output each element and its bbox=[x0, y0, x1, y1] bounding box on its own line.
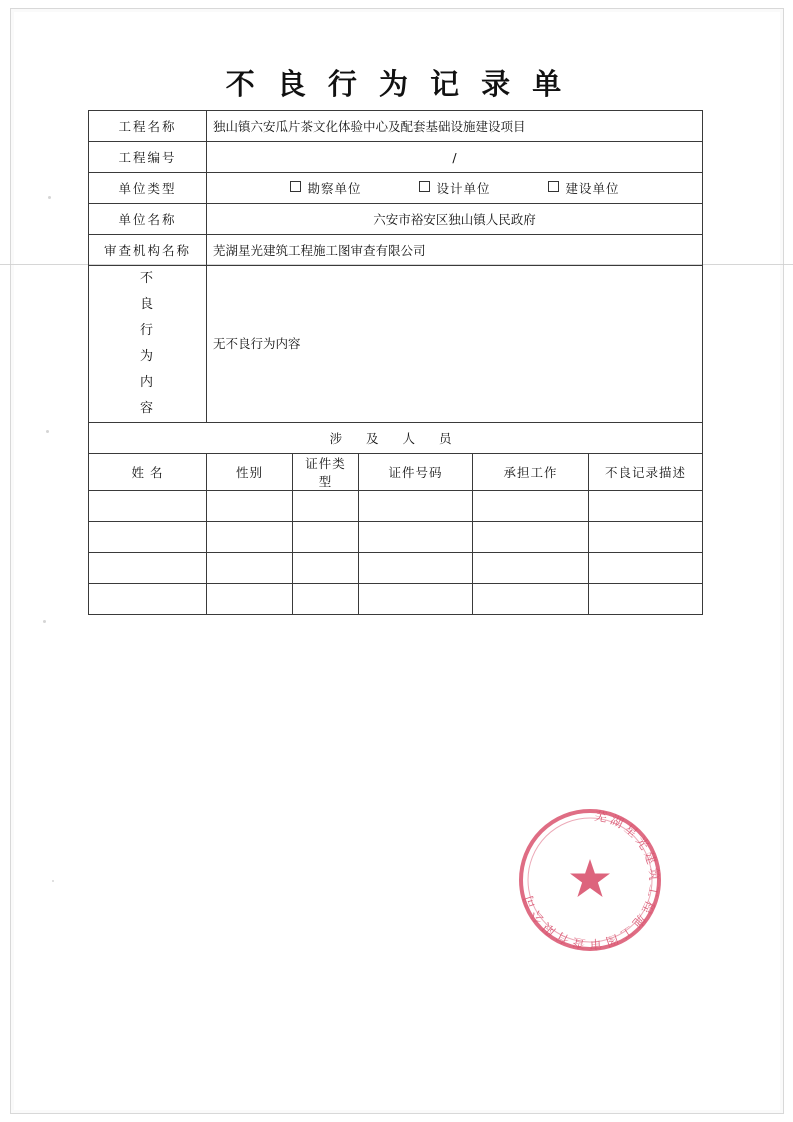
column-header-gender: 性别 bbox=[207, 454, 293, 491]
row-review-agency bbox=[89, 235, 703, 266]
cell-id-number bbox=[359, 584, 473, 615]
label-unit-type: 单位类型 bbox=[89, 173, 207, 204]
label-bad-behavior bbox=[89, 266, 207, 423]
scan-speck bbox=[52, 880, 54, 882]
label-char: 容 bbox=[139, 401, 155, 416]
unit-type-options bbox=[207, 173, 703, 204]
table-row bbox=[89, 491, 703, 522]
checkbox-option-design[interactable] bbox=[419, 179, 491, 197]
official-seal-stamp bbox=[510, 800, 670, 960]
row-bad-behavior bbox=[89, 266, 703, 423]
table-row bbox=[89, 553, 703, 584]
checkbox-icon[interactable] bbox=[290, 181, 301, 192]
cell-id-type bbox=[293, 584, 359, 615]
value-unit-name: 六安市裕安区独山镇人民政府 bbox=[207, 204, 703, 235]
cell-record-desc bbox=[589, 584, 703, 615]
checkbox-icon[interactable] bbox=[419, 181, 430, 192]
seal-text: 芜湖星光建筑工程施工图审查有限公司 bbox=[519, 807, 663, 953]
checkbox-label-construction: 建设单位 bbox=[565, 181, 620, 196]
label-project-name: 工程名称 bbox=[89, 111, 207, 142]
row-project-code bbox=[89, 142, 703, 173]
cell-gender bbox=[207, 522, 293, 553]
scan-speck bbox=[43, 620, 46, 623]
personnel-header-row bbox=[89, 454, 703, 491]
cell-gender bbox=[207, 491, 293, 522]
cell-id-type bbox=[293, 553, 359, 584]
row-unit-type bbox=[89, 173, 703, 204]
column-header-id-type: 证件类型 bbox=[293, 454, 359, 491]
label-char: 良 bbox=[139, 297, 155, 312]
checkbox-icon[interactable] bbox=[548, 181, 559, 192]
page-title: 不 良 行 为 记 录 单 bbox=[225, 67, 568, 101]
row-personnel-heading bbox=[89, 423, 703, 454]
cell-id-type bbox=[293, 491, 359, 522]
cell-record-desc bbox=[589, 491, 703, 522]
cell-id-number bbox=[359, 553, 473, 584]
cell-duty bbox=[473, 553, 589, 584]
column-header-name: 姓 名 bbox=[89, 454, 207, 491]
checkbox-option-construction[interactable] bbox=[548, 179, 620, 197]
scan-speck bbox=[48, 196, 51, 199]
column-header-duty: 承担工作 bbox=[473, 454, 589, 491]
label-bad-behavior-vertical bbox=[140, 266, 155, 422]
row-project-name bbox=[89, 111, 703, 142]
cell-record-desc bbox=[589, 553, 703, 584]
label-char: 不 bbox=[139, 271, 155, 286]
cell-duty bbox=[473, 522, 589, 553]
table-row bbox=[89, 584, 703, 615]
cell-id-type bbox=[293, 522, 359, 553]
row-unit-name bbox=[89, 204, 703, 235]
value-project-name: 独山镇六安瓜片茶文化体验中心及配套基础设施建设项目 bbox=[207, 111, 703, 142]
label-char: 为 bbox=[139, 349, 155, 364]
cell-name bbox=[89, 491, 207, 522]
svg-text:芜湖星光建筑工程施工图审查有限公司 bbox=[519, 808, 662, 953]
cell-id-number bbox=[359, 522, 473, 553]
column-header-record-desc: 不良记录描述 bbox=[589, 454, 703, 491]
label-review-agency: 审查机构名称 bbox=[89, 235, 207, 266]
value-review-agency: 芜湖星光建筑工程施工图审查有限公司 bbox=[207, 235, 703, 266]
checkbox-option-survey[interactable] bbox=[290, 179, 362, 197]
checkbox-label-survey: 勘察单位 bbox=[307, 181, 362, 196]
label-project-code: 工程编号 bbox=[89, 142, 207, 173]
cell-gender bbox=[207, 584, 293, 615]
cell-duty bbox=[473, 491, 589, 522]
cell-name bbox=[89, 553, 207, 584]
label-unit-name: 单位名称 bbox=[89, 204, 207, 235]
value-bad-behavior-content: 无不良行为内容 bbox=[207, 266, 703, 423]
cell-name bbox=[89, 584, 207, 615]
label-char: 行 bbox=[139, 323, 155, 338]
cell-id-number bbox=[359, 491, 473, 522]
value-project-code: / bbox=[207, 142, 703, 173]
cell-gender bbox=[207, 553, 293, 584]
cell-name bbox=[89, 522, 207, 553]
record-form bbox=[88, 110, 703, 615]
cell-duty bbox=[473, 584, 589, 615]
column-header-id-number: 证件号码 bbox=[359, 454, 473, 491]
label-char: 内 bbox=[139, 375, 155, 390]
section-title-personnel: 涉 及 人 员 bbox=[89, 423, 703, 454]
cell-record-desc bbox=[589, 522, 703, 553]
scan-speck bbox=[46, 430, 49, 433]
checkbox-label-design: 设计单位 bbox=[436, 181, 491, 196]
table-row bbox=[89, 522, 703, 553]
